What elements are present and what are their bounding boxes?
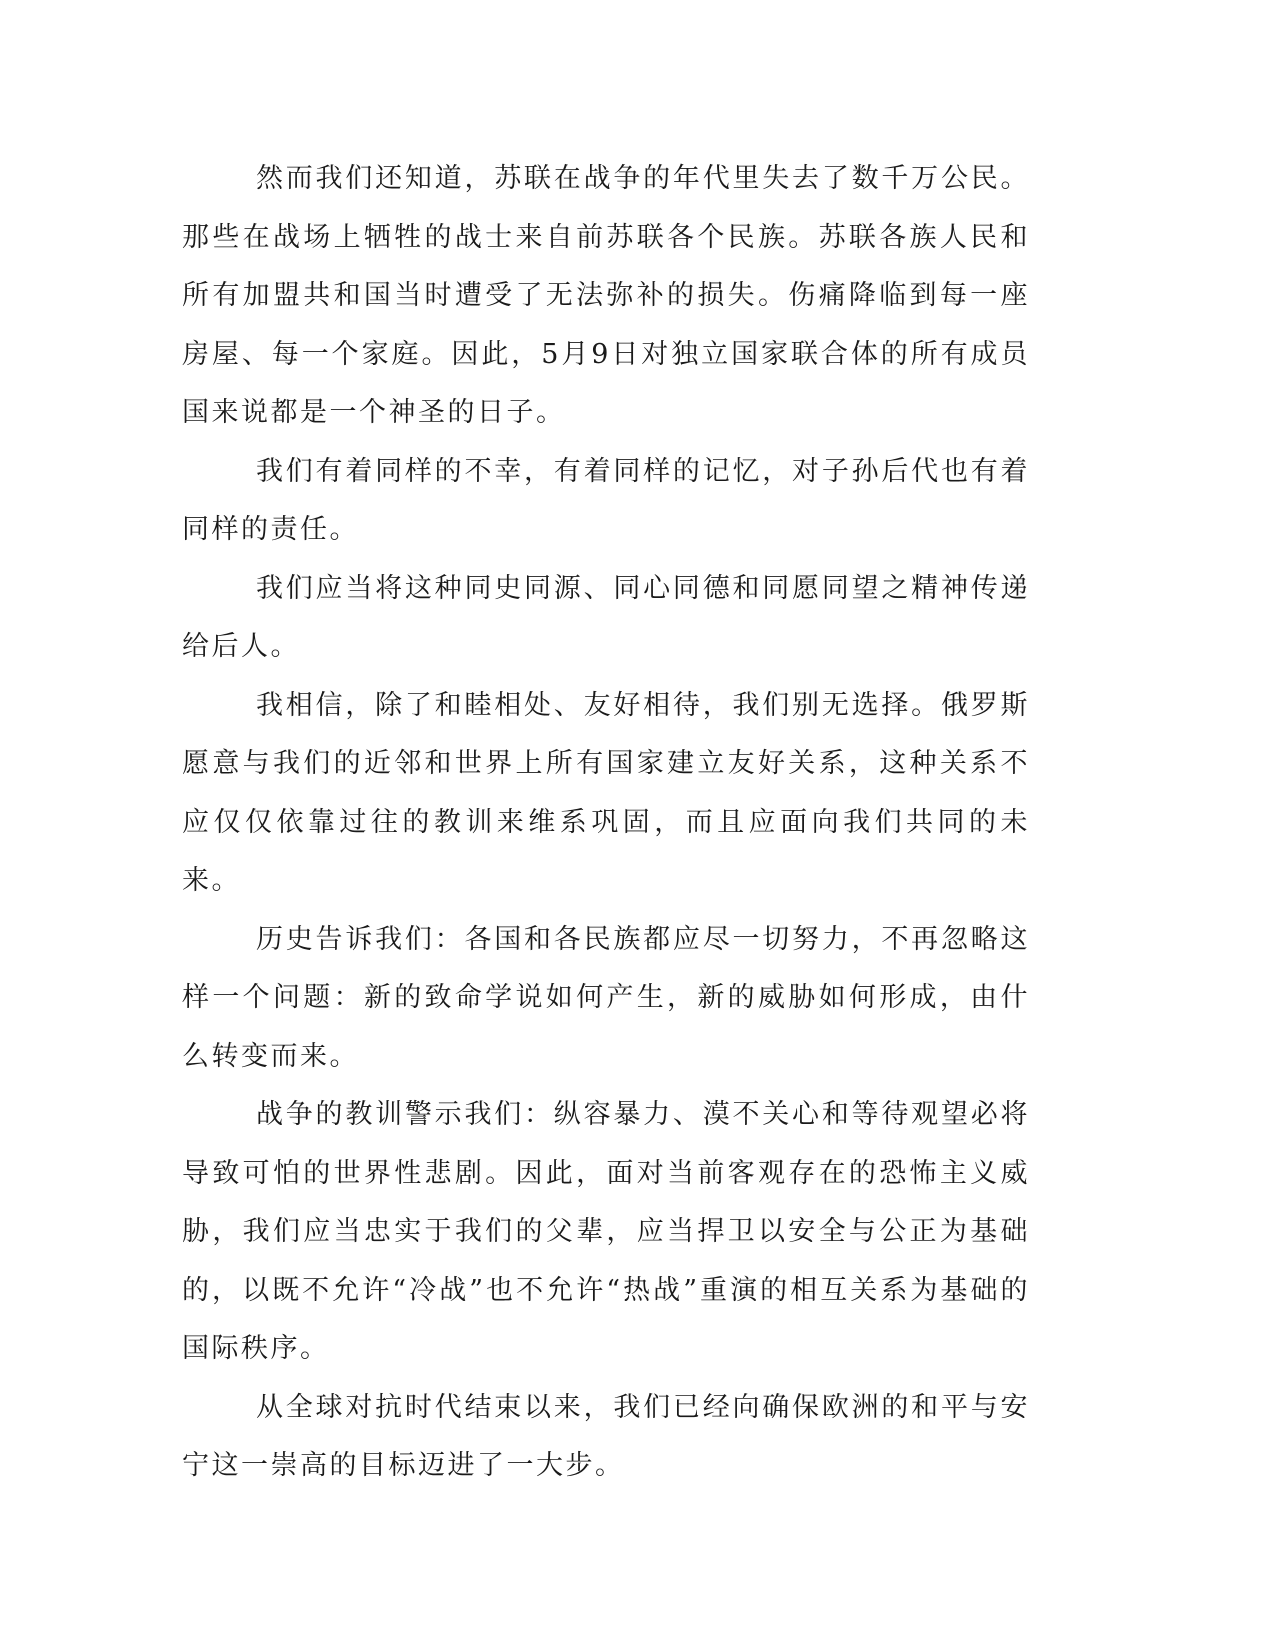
paragraph: 战争的教训警示我们：纵容暴力、漠不关心和等待观望必将导致可怕的世界性悲剧。因此，面对当前客观存在的恐怖主义威胁，我们应当忠实于我们的父辈，应当捍卫以安全与公正为基础的，以既不允许“冷战”也不允许“热战”重演的相互关系为基础的国际秩序。 (182, 1099, 1030, 1364)
paragraph: 我相信，除了和睦相处、友好相待，我们别无选择。俄罗斯愿意与我们的近邻和世界上所有国家建立友好关系，这种关系不应仅仅依靠过往的教训来维系巩固，而且应面向我们共同的未来。 (182, 689, 1030, 896)
paragraph: 然而我们还知道，苏联在战争的年代里失去了数千万公民。那些在战场上牺牲的战士来自前苏联各个民族。苏联各族人民和所有加盟共和国当时遭受了无法弥补的损失。伤痛降临到每一座房屋、每一个家庭。因此，5月9日对独立国家联合体的所有成员国来说都是一个神圣的日子。 (182, 163, 1030, 428)
paragraph: 我们应当将这种同史同源、同心同德和同愿同望之精神传递给后人。 (182, 572, 1030, 662)
paragraph: 历史告诉我们：各国和各民族都应尽一切努力，不再忽略这样一个问题：新的致命学说如何产生，新的威胁如何形成，由什么转变而来。 (182, 923, 1030, 1072)
body-text (182, 150, 1030, 1496)
paragraph: 我们有着同样的不幸，有着同样的记忆，对子孙后代也有着同样的责任。 (182, 455, 1030, 545)
paragraph: 从全球对抗时代结束以来，我们已经向确保欧洲的和平与安宁这一崇高的目标迈进了一大步。 (182, 1391, 1030, 1481)
